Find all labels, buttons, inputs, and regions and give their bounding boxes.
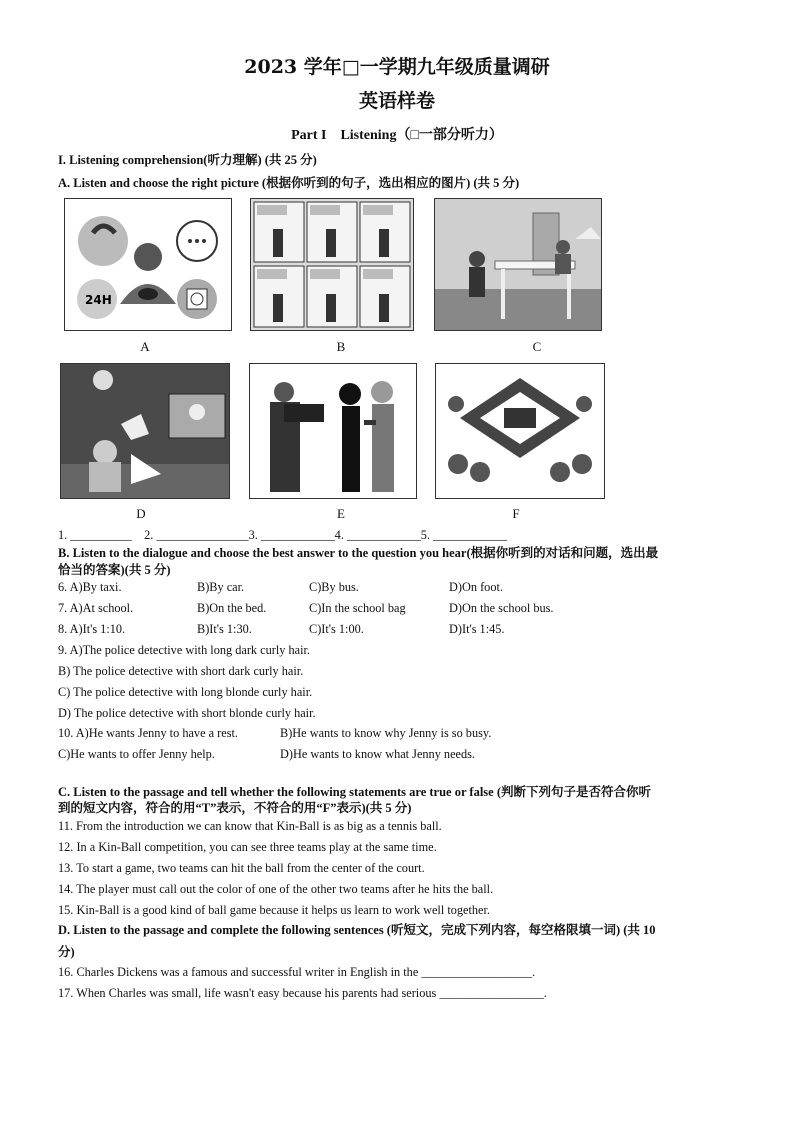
- picture-c: [434, 198, 602, 331]
- picture-c-label: C: [532, 339, 542, 354]
- picture-f: [435, 363, 605, 499]
- section-c-heading: C. Listen to the passage and tell whether the following statements are true or false (判断下列句子是否符合你听: [58, 785, 652, 799]
- exam-title: 2023 学年□一学期九年级质量调研: [244, 56, 550, 78]
- question-6-option-a: 6. A)By taxi.: [58, 580, 122, 594]
- police-interview-room-icon: [435, 199, 601, 330]
- section-heading-listening: I. Listening comprehension(听力理解) (共 25 分): [58, 153, 317, 167]
- svg-text:24H: 24H: [85, 293, 112, 307]
- question-9-option-c: C) The police detective with long blonde curly hair.: [58, 685, 313, 699]
- picture-b-label: B: [336, 339, 346, 354]
- statement-14: 14. The player must call out the color of one of the other two teams after he hits the ball.: [58, 882, 494, 896]
- question-7-option-d: D)On the school bus.: [449, 601, 554, 615]
- comic-strip-icon: [251, 199, 413, 330]
- question-7-option-b: B)On the bed.: [197, 601, 267, 615]
- question-8-option-d: D)It's 1:45.: [449, 622, 505, 636]
- paper-cutting-icon: [436, 364, 604, 498]
- statement-12: 12. In a Kin-Ball competition, you can see three teams play at the same time.: [58, 840, 437, 854]
- question-10-option-b: B)He wants to know why Jenny is so busy.: [280, 726, 492, 740]
- statement-11: 11. From the introduction we can know that Kin-Ball is as big as a tennis ball.: [58, 819, 442, 833]
- picture-e-label: E: [337, 506, 345, 521]
- question-6-option-c: C)By bus.: [309, 580, 359, 594]
- section-d-heading: D. Listen to the passage and complete the following sentences (听短文，完成下列内容，每空格限填一词) (共 10: [58, 923, 656, 937]
- tv-interview-icon: [250, 364, 416, 498]
- question-7-option-c: C)In the school bag: [309, 601, 406, 615]
- question-6-option-b: B)By car.: [197, 580, 245, 594]
- question-8-option-b: B)It's 1:30.: [197, 622, 252, 636]
- question-10-row-1: [58, 726, 758, 744]
- statement-15: 15. Kin-Ball is a good kind of ball game because it helps us learn to work well together.: [58, 903, 490, 917]
- sentence-16: 16. Charles Dickens was a famous and successful writer in English in the __________________.: [58, 965, 536, 979]
- section-a-heading: A. Listen and choose the right picture (根据你听到的句子，选出相应的图片) (共 5 分): [58, 176, 520, 190]
- section-b-heading: B. Listen to the dialogue and choose the best answer to the question you hear(根据你听到的对话和问题，选出最: [58, 546, 659, 560]
- section-c-heading-cont: 到的短文内容，符合的用“T”表示，不符合的用“F”表示)(共 5 分): [58, 801, 412, 815]
- question-10-option-c: C)He wants to offer Jenny help.: [58, 747, 215, 761]
- sentence-17: 17. When Charles was small, life wasn't easy because his parents had serious _________________.: [58, 986, 547, 1000]
- question-7-option-a: 7. A)At school.: [58, 601, 134, 615]
- exam-subtitle: 英语样卷: [358, 90, 435, 112]
- picture-b: [250, 198, 414, 331]
- picture-d: [60, 363, 230, 499]
- picture-a: [64, 198, 232, 331]
- question-10-option-a: 10. A)He wants Jenny to have a rest.: [58, 726, 238, 740]
- question-8-option-a: 8. A)It's 1:10.: [58, 622, 126, 636]
- question-9-option-a: 9. A)The police detective with long dark curly hair.: [58, 643, 311, 657]
- question-6: [58, 580, 758, 598]
- statement-13: 13. To start a game, two teams can hit the ball from the center of the court.: [58, 861, 425, 875]
- question-9-option-d: D) The police detective with short blonde curly hair.: [58, 706, 316, 720]
- question-7: [58, 601, 758, 619]
- picture-e: [249, 363, 417, 499]
- section-d-heading-cont: 分): [58, 945, 75, 959]
- picture-f-label: F: [512, 506, 520, 521]
- question-6-option-d: D)On foot.: [449, 580, 503, 594]
- section-b-heading-cont: 恰当的答案)(共 5 分): [58, 563, 171, 577]
- section-a-answer-blanks: 1. __________ 2. _______________3. ____________4. ____________5. ____________: [58, 528, 507, 542]
- part-heading: Part I Listening（□一部分听力）: [291, 128, 503, 143]
- customer-service-icon: [65, 199, 231, 330]
- question-8-option-c: C)It's 1:00.: [309, 622, 364, 636]
- question-9-option-b: B) The police detective with short dark curly hair.: [58, 664, 304, 678]
- question-8: [58, 622, 758, 640]
- picture-a-label: A: [140, 339, 150, 354]
- night-noise-scene-icon: [61, 364, 229, 498]
- picture-d-label: D: [136, 506, 146, 521]
- question-10-row-2: [58, 747, 758, 765]
- question-10-option-d: D)He wants to know what Jenny needs.: [280, 747, 476, 761]
